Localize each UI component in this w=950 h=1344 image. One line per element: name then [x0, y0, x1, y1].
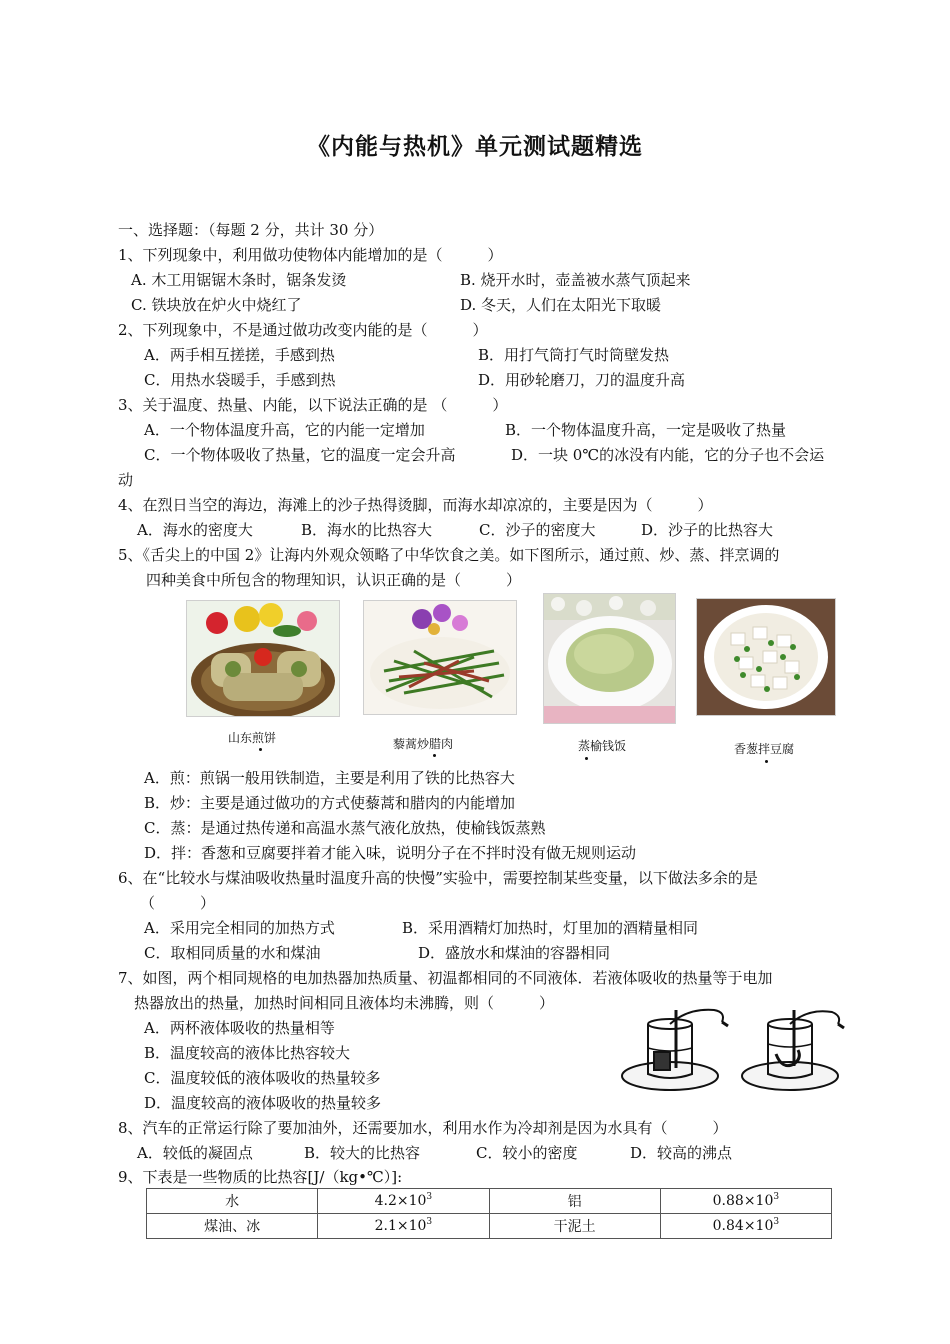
q5-option-d: D．拌：香葱和豆腐要拌着才能入味，说明分子在不拌时没有做无规则运动 — [144, 844, 637, 862]
photo-shandong-jianbing — [186, 600, 340, 717]
table-cell-substance: 煤油、冰 — [147, 1214, 318, 1239]
section-heading: 一、选择题：（每题 2 分，共计 30 分） — [118, 221, 384, 239]
q8-option-a: A．较低的凝固点 — [137, 1144, 253, 1162]
q3-option-d-continued: 动 — [118, 471, 134, 489]
q8-option-b: B．较大的比热容 — [304, 1144, 421, 1162]
caption-steamed-elm-rice: 蒸榆钱饭 — [578, 739, 627, 753]
caption-artemisia-bacon: 藜蒿炒腊肉 — [393, 737, 454, 751]
table-row — [147, 1214, 832, 1239]
caption-scallion-tofu: 香葱拌豆腐 — [734, 742, 795, 756]
q7-option-a: A．两杯液体吸收的热量相等 — [144, 1019, 335, 1037]
q3-option-a: A．一个物体温度升高，它的内能一定增加 — [144, 421, 425, 439]
specific-heat-table — [146, 1188, 832, 1239]
caption-dot — [585, 757, 588, 760]
table-cell-value: $2.1\times 10^3$ — [318, 1214, 489, 1239]
q4-option-c: C．沙子的密度大 — [479, 521, 596, 539]
q4-stem: 4、在烈日当空的海边，海滩上的沙子热得烫脚，而海水却凉凉的，主要是因为（ ） — [118, 496, 713, 514]
caption-dot — [765, 760, 768, 763]
photo-steamed-elm-rice — [543, 593, 676, 724]
q7-stem-line2: 热器放出的热量，加热时间相同且液体均未沸腾，则（ ） — [134, 994, 555, 1012]
q4-option-b: B．海水的比热容大 — [301, 521, 433, 539]
table-cell-substance: 铝 — [489, 1189, 660, 1214]
table-cell-substance: 水 — [147, 1189, 318, 1214]
q7-option-d: D．温度较高的液体吸收的热量较多 — [144, 1094, 382, 1112]
beaker-heater-diagram — [618, 1004, 848, 1094]
table-cell-substance: 干泥土 — [489, 1214, 660, 1239]
q4-option-d: D．沙子的比热容大 — [641, 521, 774, 539]
q5-stem-line1: 5、《舌尖上的中国 2》让海内外观众领略了中华饮食之美。如下图所示，通过煎、炒、蒸、拌烹调的 — [118, 546, 780, 564]
q1-option-b: B. 烧开水时，壶盖被水蒸气顶起来 — [460, 271, 691, 289]
q5-option-c: C．蒸：是通过热传递和高温水蒸气液化放热，使榆钱饭蒸熟 — [144, 819, 546, 837]
q8-option-c: C．较小的密度 — [476, 1144, 578, 1162]
q8-option-d: D．较高的沸点 — [630, 1144, 733, 1162]
q2-option-c: C．用热水袋暖手，手感到热 — [144, 371, 336, 389]
q2-option-d: D．用砂轮磨刀，刀的温度升高 — [478, 371, 686, 389]
photo-artemisia-bacon — [363, 600, 517, 715]
table-cell-value: $0.88\times 10^3$ — [660, 1189, 831, 1214]
q7-option-c: C．温度较低的液体吸收的热量较多 — [144, 1069, 381, 1087]
caption-dot — [433, 754, 436, 757]
q6-option-b: B．采用酒精灯加热时，灯里加的酒精量相同 — [402, 919, 699, 937]
q1-option-c: C. 铁块放在炉火中烧红了 — [131, 296, 302, 314]
q5-option-b: B．炒：主要是通过做功的方式使藜蒿和腊肉的内能增加 — [144, 794, 516, 812]
q5-option-a: A．煎：煎锅一般用铁制造，主要是利用了铁的比热容大 — [144, 769, 515, 787]
caption-shandong-jianbing: 山东煎饼 — [228, 731, 277, 745]
q4-option-a: A．海水的密度大 — [137, 521, 253, 539]
table-cell-value: $4.2\times 10^3$ — [318, 1189, 489, 1214]
q9-stem: 9、下表是一些物质的比热容[J/（kg•℃）]: — [118, 1168, 403, 1186]
q3-option-d: D．一块 0℃的冰没有内能，它的分子也不会运 — [511, 446, 825, 464]
q3-stem: 3、关于温度、热量、内能，以下说法正确的是 （ ） — [118, 396, 508, 414]
table-row — [147, 1189, 832, 1214]
photo-scallion-tofu — [696, 598, 836, 716]
table-cell-value: $0.84\times 10^3$ — [660, 1214, 831, 1239]
q7-option-b: B．温度较高的液体比热容较大 — [144, 1044, 351, 1062]
beaker-left — [622, 1010, 728, 1090]
q2-option-a: A．两手相互搓搓，手感到热 — [144, 346, 335, 364]
q7-stem-line1: 7、如图，两个相同规格的电加热器加热质量、初温都相同的不同液体．若液体吸收的热量等于电加 — [118, 969, 773, 987]
q3-option-b: B．一个物体温度升高，一定是吸收了热量 — [505, 421, 787, 439]
q6-stem-line2: （ ） — [140, 894, 216, 912]
beaker-right — [742, 1010, 844, 1090]
q1-option-a: A. 木工用锯锯木条时，锯条发烫 — [131, 271, 347, 289]
q6-option-d: D．盛放水和煤油的容器相同 — [418, 944, 611, 962]
q1-option-d: D. 冬天，人们在太阳光下取暖 — [460, 296, 662, 314]
q1-stem: 1、下列现象中，利用做功使物体内能增加的是（ ） — [118, 246, 503, 264]
q6-stem-line1: 6、在“比较水与煤油吸收热量时温度升高的快慢”实验中，需要控制某些变量，以下做法多余的是 — [118, 869, 758, 887]
q2-stem: 2、下列现象中，不是通过做功改变内能的是（ ） — [118, 321, 488, 339]
q2-option-b: B．用打气筒打气时筒壁发热 — [478, 346, 670, 364]
q3-option-c: C．一个物体吸收了热量，它的温度一定会升高 — [144, 446, 456, 464]
caption-dot — [259, 748, 262, 751]
q6-option-c: C．取相同质量的水和煤油 — [144, 944, 321, 962]
q5-stem-line2: 四种美食中所包含的物理知识，认识正确的是（ ） — [146, 571, 522, 589]
page-title: 《内能与热机》单元测试题精选 — [307, 134, 643, 160]
q6-option-a: A．采用完全相同的加热方式 — [144, 919, 335, 937]
q8-stem: 8、汽车的正常运行除了要加油外，还需要加水，利用水作为冷却剂是因为水具有（ ） — [118, 1119, 728, 1137]
